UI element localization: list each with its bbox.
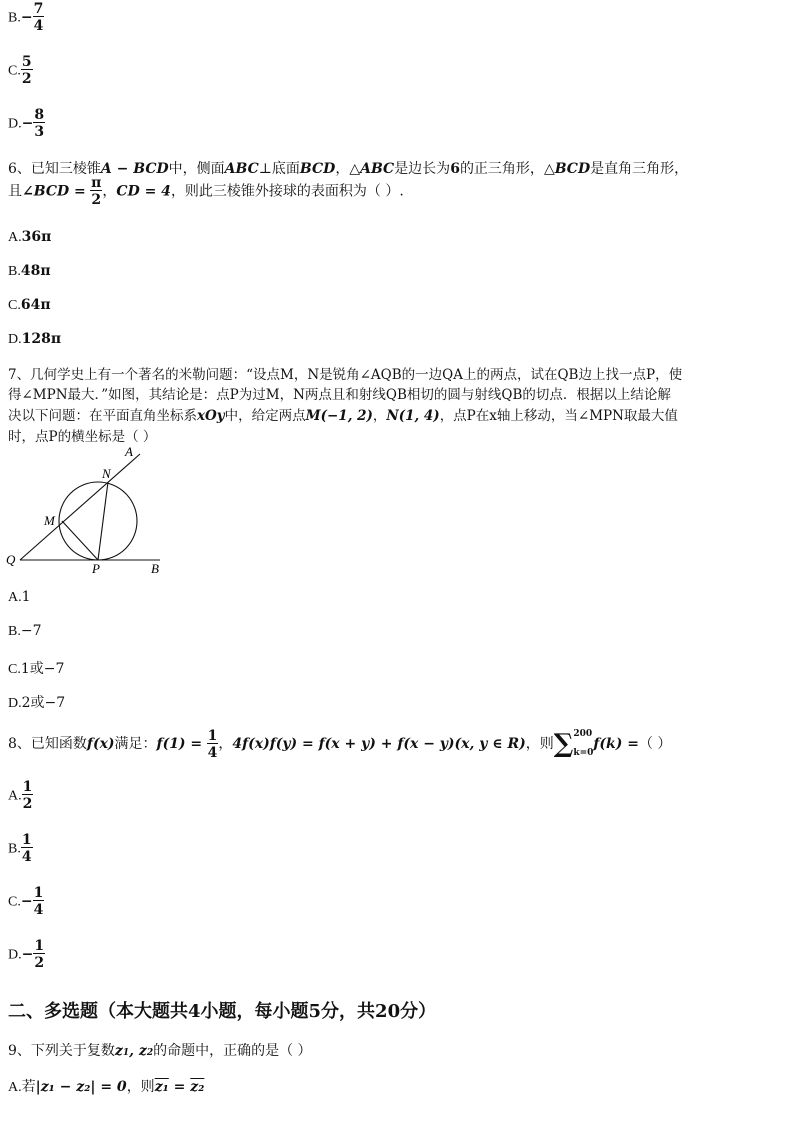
option-label: C.	[8, 662, 21, 677]
conjugate-z1: z₁	[154, 1079, 169, 1095]
option-label: D.	[8, 116, 22, 132]
numerator: 1	[21, 832, 32, 848]
summation-icon: ∑	[553, 729, 574, 759]
option-label: A.若	[8, 1080, 36, 1095]
math: f(1) =	[156, 736, 203, 752]
math: △BCD	[543, 161, 591, 177]
sum-upper-limit: 200	[573, 729, 593, 740]
q6-stem-line2	[8, 176, 404, 207]
denominator: 2	[21, 71, 32, 87]
subscript: 1	[122, 1048, 130, 1058]
math: ,	[129, 1043, 139, 1059]
numerator: 1	[34, 938, 45, 954]
text: ，则	[126, 1079, 155, 1095]
numerator: 7	[33, 1, 44, 17]
minus-sign: −	[20, 9, 33, 26]
label-q: Q	[6, 552, 16, 567]
math: z	[114, 1043, 123, 1059]
q6-option-c[interactable]	[8, 297, 51, 314]
q6-option-b[interactable]	[8, 263, 51, 280]
text: 中，给定两点	[224, 408, 306, 424]
option-label: A.	[8, 230, 22, 245]
q7-stem-line3	[8, 405, 678, 428]
math: ∠BCD =	[22, 183, 86, 200]
text: 满足：	[114, 736, 157, 752]
q9-stem	[8, 1040, 312, 1065]
option-value: 1	[21, 589, 31, 605]
math: M(−1, 2)	[305, 408, 373, 424]
sum-limits	[573, 729, 593, 759]
fraction	[21, 833, 33, 864]
option-label: B.	[8, 10, 21, 26]
q7-option-a[interactable]	[8, 589, 31, 606]
q7-stem-line4: 时，点P的横坐标是（ ）	[8, 429, 157, 445]
numerator: 1	[207, 727, 218, 744]
fraction	[22, 780, 34, 811]
sum-lower-limit: k=0	[573, 748, 594, 758]
fraction	[33, 886, 45, 917]
option-label: B.	[8, 264, 21, 279]
math: N(1, 4)	[386, 408, 440, 424]
text: ，	[102, 183, 117, 200]
ray-qa	[20, 454, 140, 560]
math: f(k) =	[593, 736, 639, 752]
q7-stem-line2: 得∠MPN最大．”如图，其结论是：点P为过M，N两点且和射线QB相切的圆与射线QB的切点．根据以上结论解	[8, 387, 671, 403]
label-n: N	[102, 466, 111, 481]
text: ，	[372, 408, 387, 424]
q7-option-c[interactable]	[8, 658, 64, 678]
numerator: 1	[33, 885, 44, 901]
option-label: C.	[8, 63, 21, 79]
text: ，则此三棱锥外接球的表面积为（ ）.	[170, 183, 404, 200]
math: z	[138, 1043, 147, 1059]
segment-mp	[62, 521, 98, 560]
tangent-circle	[59, 482, 137, 560]
math: 6	[450, 161, 460, 177]
fraction	[207, 729, 219, 760]
section-heading: 二、多选题（本大题共4小题，每小题5分，共20分）	[8, 1001, 437, 1022]
conjugate-z2: z₂	[190, 1079, 205, 1095]
text: ⊥底面	[258, 161, 300, 177]
option-value: 1或−7	[20, 661, 65, 677]
numerator: 8	[34, 107, 45, 123]
q9-option-a[interactable]	[8, 1076, 204, 1096]
label-b: B	[151, 561, 159, 576]
q6-option-d[interactable]	[8, 331, 61, 348]
minus-sign: −	[21, 115, 34, 132]
q8-option-a[interactable]	[8, 780, 33, 811]
option-value: 48π	[20, 263, 51, 279]
label-m: M	[44, 513, 55, 528]
option-label: B.	[8, 624, 21, 639]
option-label: B.	[8, 841, 21, 857]
q7-stem-line1: 7、几何学史上有一个著名的米勒问题：“设点M，N是锐角∠AQB的一边QA上的两点，试在QB边上找一点P，使	[8, 367, 683, 383]
text: 的命题中，正确的是（ ）	[153, 1043, 312, 1059]
option-value: 2或−7	[21, 695, 66, 711]
subscript: 2	[146, 1048, 154, 1058]
option-value: −7	[20, 623, 42, 639]
option-label: C.	[8, 894, 21, 910]
option-label: D.	[8, 696, 22, 711]
label-p: P	[92, 561, 100, 576]
numerator: 1	[22, 779, 33, 795]
option-label: D.	[8, 947, 22, 963]
q5-option-c[interactable]	[8, 55, 33, 86]
math: ABC	[224, 161, 259, 177]
text: 9、下列关于复数	[8, 1043, 115, 1059]
text: ，	[335, 161, 350, 177]
fraction	[21, 55, 33, 86]
math: f(x)	[86, 736, 115, 752]
math: xOy	[197, 408, 225, 424]
denominator: 4	[33, 18, 44, 34]
q8-stem	[8, 725, 671, 763]
text: 的正三角形，	[459, 161, 544, 177]
minus-sign: −	[21, 946, 34, 963]
math: |z₁ − z₂| = 0	[35, 1079, 127, 1095]
minus-sign: −	[20, 893, 33, 910]
label-a: A	[125, 444, 133, 459]
text: 6、已知三棱锥	[8, 161, 101, 177]
fraction	[33, 939, 45, 970]
math: CD = 4	[116, 183, 171, 200]
q7-option-b[interactable]	[8, 623, 41, 640]
text: 是边长为	[394, 161, 451, 177]
option-value: 128π	[21, 331, 62, 347]
q6-option-a[interactable]	[8, 229, 51, 246]
math: △ABC	[349, 161, 395, 177]
denominator: 3	[34, 124, 45, 140]
q5-option-b[interactable]	[8, 2, 44, 33]
denominator: 4	[207, 744, 218, 761]
numerator: π	[91, 175, 102, 191]
fraction	[90, 176, 102, 207]
option-label: A.	[8, 590, 22, 605]
denominator: 2	[34, 955, 45, 971]
q8-option-b[interactable]	[8, 833, 33, 864]
text: （ ）	[638, 736, 672, 752]
option-label: A.	[8, 788, 22, 804]
option-label: C.	[8, 298, 21, 313]
math: 4f(x)f(y) = f(x + y) + f(x − y)(x, y ∈ R)	[232, 736, 526, 752]
text: 8、已知函数	[8, 736, 87, 752]
text: 中，侧面	[168, 161, 225, 177]
q8-option-d[interactable]	[8, 939, 45, 970]
math: =	[168, 1079, 191, 1095]
numerator: 5	[21, 54, 32, 70]
q7-option-d[interactable]	[8, 692, 65, 712]
option-label: D.	[8, 332, 22, 347]
math: A − BCD	[100, 161, 169, 177]
segment-np	[98, 482, 108, 560]
option-value: 36π	[21, 229, 52, 245]
denominator: 4	[33, 902, 44, 918]
text: ，点P在x轴上移动，当∠MPN取最大值	[439, 408, 678, 424]
option-value: 64π	[20, 297, 51, 313]
math: BCD	[299, 161, 336, 177]
text: 决以下问题：在平面直角坐标系	[8, 408, 197, 424]
fraction	[33, 108, 45, 139]
fraction	[33, 2, 45, 33]
q8-option-c[interactable]	[8, 886, 44, 917]
denominator: 2	[91, 192, 102, 208]
text: 是直角三角形，	[590, 161, 689, 177]
miller-problem-figure	[0, 440, 175, 580]
denominator: 2	[22, 796, 33, 812]
text: ，则	[525, 736, 554, 752]
q5-option-d[interactable]	[8, 108, 45, 139]
text: ，	[218, 736, 233, 752]
text: 且	[8, 183, 22, 200]
denominator: 4	[21, 849, 32, 865]
